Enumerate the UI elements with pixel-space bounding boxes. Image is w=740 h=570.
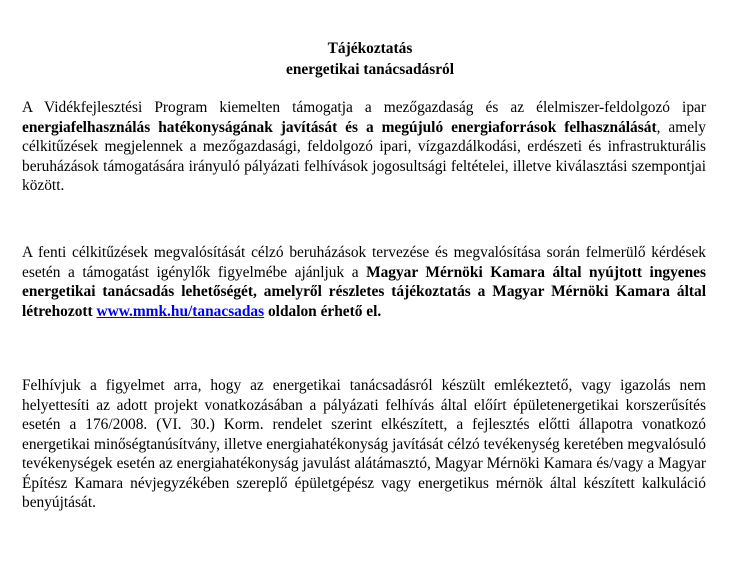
mmk-tanacsadas-link[interactable]: www.mmk.hu/tanacsadas bbox=[96, 302, 265, 320]
paragraph-intro-text-2: , amely célkitűzések megjelennek a mezőgazdasági, feldolgozó ipari, vízgazdálkodási, erdészeti és infrastrukturális beruházások támogatására irányuló pályázati felhívások jogosultsági feltételei, illetve kiválasztási szempontjai között. bbox=[22, 118, 706, 194]
paragraph-consultation-bold-1: Magyar Mérnöki Kamara által nyújtott ingyenes energetikai tanácsadás lehetőségét, amelyről részletes tájékoztatás a Magyar Mérnöki Kamara által létrehozott bbox=[22, 263, 706, 320]
paragraph-intro-text-1: A Vidékfejlesztési Program kiemelten támogatja a mezőgazdaság és az élelmiszer-feldolgozó ipar bbox=[22, 99, 706, 116]
title-line-1: Tájékoztatás bbox=[327, 40, 413, 57]
paragraph-intro-bold: energiafelhasználás hatékonyságának javítását és a megújuló energiaforrások felhasználását bbox=[22, 118, 657, 136]
document-title bbox=[0, 38, 740, 80]
paragraph-consultation bbox=[22, 243, 706, 321]
paragraph-notice bbox=[22, 376, 706, 513]
paragraph-intro bbox=[22, 98, 706, 196]
paragraph-consultation-bold-2: oldalon érhető el. bbox=[264, 302, 382, 320]
paragraph-notice-text: Felhívjuk a figyelmet arra, hogy az energetikai tanácsadásról készült emlékeztető, vagy igazolás nem helyettesíti az adott projekt vonatkozásában a pályázati felhívás által előírt épületenergetikai korszerűsítés esetén a 176/2008. (VI. 30.) Korm. rendelet szerint elkészített, a fejlesztés előtti állapotra vonatkozó energetikai minőségtanúsítvány, illetve energiahatékonyság javítását célzó tevékenység keretében megvalósuló tevékenységek esetén az energiahatékonyság javulást alátámasztó, Magyar Mérnöki Kamara és/vagy a Magyar Építész Kamara névjegyzékében szereplő épületgépész vagy energetikus mérnök által készített kalkuláció benyújtását. bbox=[22, 377, 706, 511]
paragraph-consultation-text-1: A fenti célkitűzések megvalósítását célzó beruházások tervezése és megvalósítása során felmerülő kérdések esetén a támogatást igénylők figyelmébe ajánljuk a bbox=[22, 244, 706, 281]
title-line-2: energetikai tanácsadásról bbox=[286, 61, 454, 78]
